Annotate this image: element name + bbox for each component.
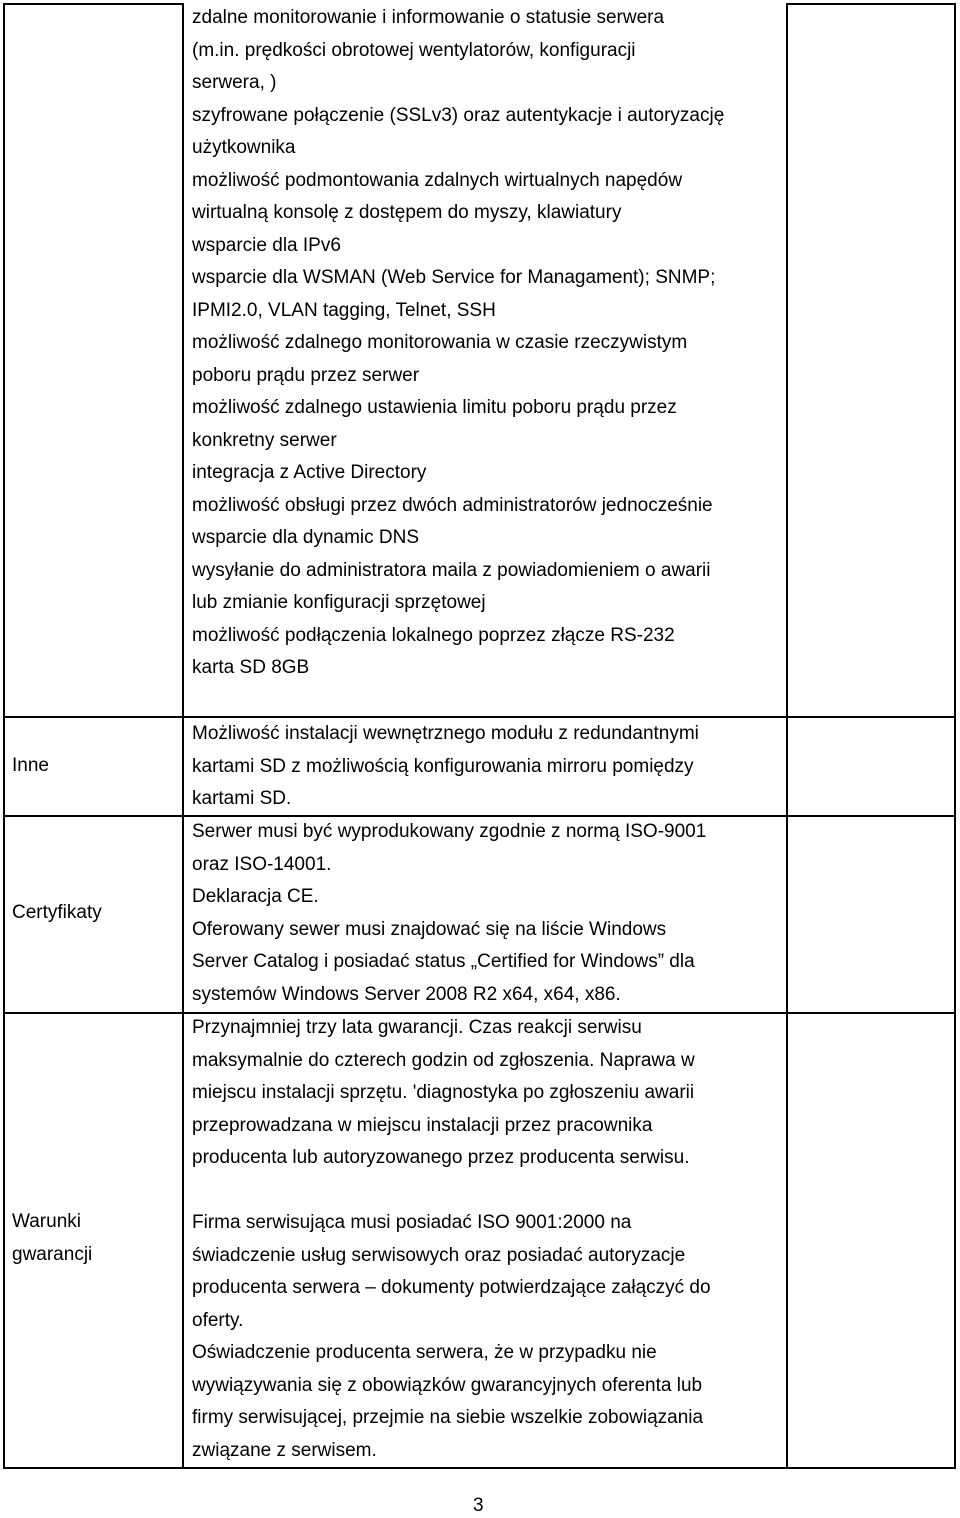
requirement-line: konkretny serwer — [192, 429, 337, 451]
table-border-right — [954, 3, 956, 1469]
requirement-line: możliwość zdalnego ustawienia limitu poboru prądu przez — [192, 397, 677, 418]
requirement-line: producenta serwera – dokumenty potwierdzające załączyć do — [192, 1277, 711, 1298]
requirement-line: Możliwość instalacji wewnętrznego modułu z redundantnymi — [192, 723, 699, 744]
requirement-line: zdalne monitorowanie i informowanie o statusie serwera — [192, 7, 665, 28]
requirement-line: przeprowadzana w miejscu instalacji przez pracownika — [192, 1114, 653, 1136]
row-label-cell — [12, 1206, 92, 1271]
requirement-line: szyfrowane połączenie (SSLv3) oraz autentykacje i autoryzację — [192, 104, 725, 126]
requirement-spacer — [192, 1175, 711, 1208]
requirement-line: (m.in. prędkości obrotowej wentylatorów, konfiguracji — [192, 39, 636, 61]
table-border-top-right — [786, 3, 956, 5]
requirement-line: świadczenie usług serwisowych oraz posiadać autoryzacje — [192, 1244, 686, 1266]
requirement-line: oferty. — [192, 1309, 244, 1331]
requirement-line: wywiązywania się z obowiązków gwarancyjnych oferenta lub — [192, 1374, 703, 1396]
row-label-cell — [12, 750, 49, 783]
requirement-line: Oferowany sewer musi znajdować się na liście Windows — [192, 918, 667, 940]
requirement-line: poboru prądu przez serwer — [192, 364, 420, 386]
requirement-line: Deklaracja CE. — [192, 886, 319, 907]
requirement-line: możliwość obsługi przez dwóch administratorów jednocześnie — [192, 494, 713, 516]
requirement-line: producenta lub autoryzowanego przez producenta serwisu. — [192, 1147, 690, 1168]
requirement-line: związane z serwisem. — [192, 1439, 377, 1461]
requirement-line: wirtualną konsolę z dostępem do myszy, klawiatury — [192, 202, 622, 223]
requirement-line: firmy serwisującej, przejmie na siebie wszelkie zobowiązania — [192, 1407, 704, 1428]
requirement-line: możliwość podłączenia lokalnego poprzez złącze RS-232 — [192, 624, 675, 646]
table-border-top-left — [3, 3, 184, 5]
table-border-col-divider — [182, 3, 184, 1469]
requirement-line: wsparcie dla WSMAN (Web Service for Managament); SNMP; — [192, 267, 716, 288]
requirement-line: systemów Windows Server 2008 R2 x64, x64, x86. — [192, 983, 621, 1005]
requirement-line: możliwość zdalnego monitorowania w czasie rzeczywistym — [192, 332, 688, 353]
requirement-line: miejscu instalacji sprzętu. 'diagnostyka po zgłoszeniu awarii — [192, 1082, 695, 1103]
requirement-line: użytkownika — [192, 137, 296, 158]
row-label: Inne — [12, 755, 49, 776]
requirement-line: Przynajmniej trzy lata gwarancji. Czas reakcji serwisu — [192, 1017, 642, 1038]
requirement-line: oraz ISO-14001. — [192, 853, 332, 875]
requirement-line: lub zmianie konfiguracji sprzętowej — [192, 592, 486, 613]
row-label: Certyfikaty — [12, 902, 102, 923]
requirement-line: kartami SD. — [192, 788, 292, 809]
row-label: gwarancji — [12, 1243, 93, 1265]
row-label-cell — [12, 897, 102, 930]
table-border-left — [3, 3, 5, 1469]
requirement-line: Serwer musi być wyprodukowany zgodnie z normą ISO-9001 — [192, 821, 707, 842]
requirements-cell — [192, 816, 706, 1011]
requirement-line: Firma serwisująca musi posiadać ISO 9001:2000 na — [192, 1212, 632, 1233]
requirement-line: Server Catalog i posiadać status „Certified for Windows” dla — [192, 951, 695, 972]
requirement-line: IPMI2.0, VLAN tagging, Telnet, SSH — [192, 299, 496, 321]
requirements-cell — [192, 718, 699, 816]
requirement-line: serwera, ) — [192, 72, 277, 93]
requirement-line: kartami SD z możliwością konfigurowania mirroru pomiędzy — [192, 755, 694, 777]
row-label: Warunki — [12, 1211, 81, 1232]
requirement-line: Oświadczenie producenta serwera, że w przypadku nie — [192, 1342, 657, 1363]
requirement-line: integracja z Active Directory — [192, 462, 427, 483]
requirement-line: karta SD 8GB — [192, 657, 310, 678]
page-number: 3 — [473, 1495, 484, 1516]
table-border-col-divider-2 — [786, 3, 788, 1469]
requirements-cell — [192, 2, 724, 685]
requirement-line: wsparcie dla IPv6 — [192, 234, 341, 256]
requirements-cell — [192, 1012, 711, 1467]
table-border-bottom — [3, 1467, 956, 1469]
requirement-line: możliwość podmontowania zdalnych wirtualnych napędów — [192, 169, 683, 191]
requirement-line: wysyłanie do administratora maila z powiadomieniem o awarii — [192, 559, 711, 581]
requirement-line: wsparcie dla dynamic DNS — [192, 527, 420, 548]
requirement-line: maksymalnie do czterech godzin od zgłoszenia. Naprawa w — [192, 1049, 695, 1071]
